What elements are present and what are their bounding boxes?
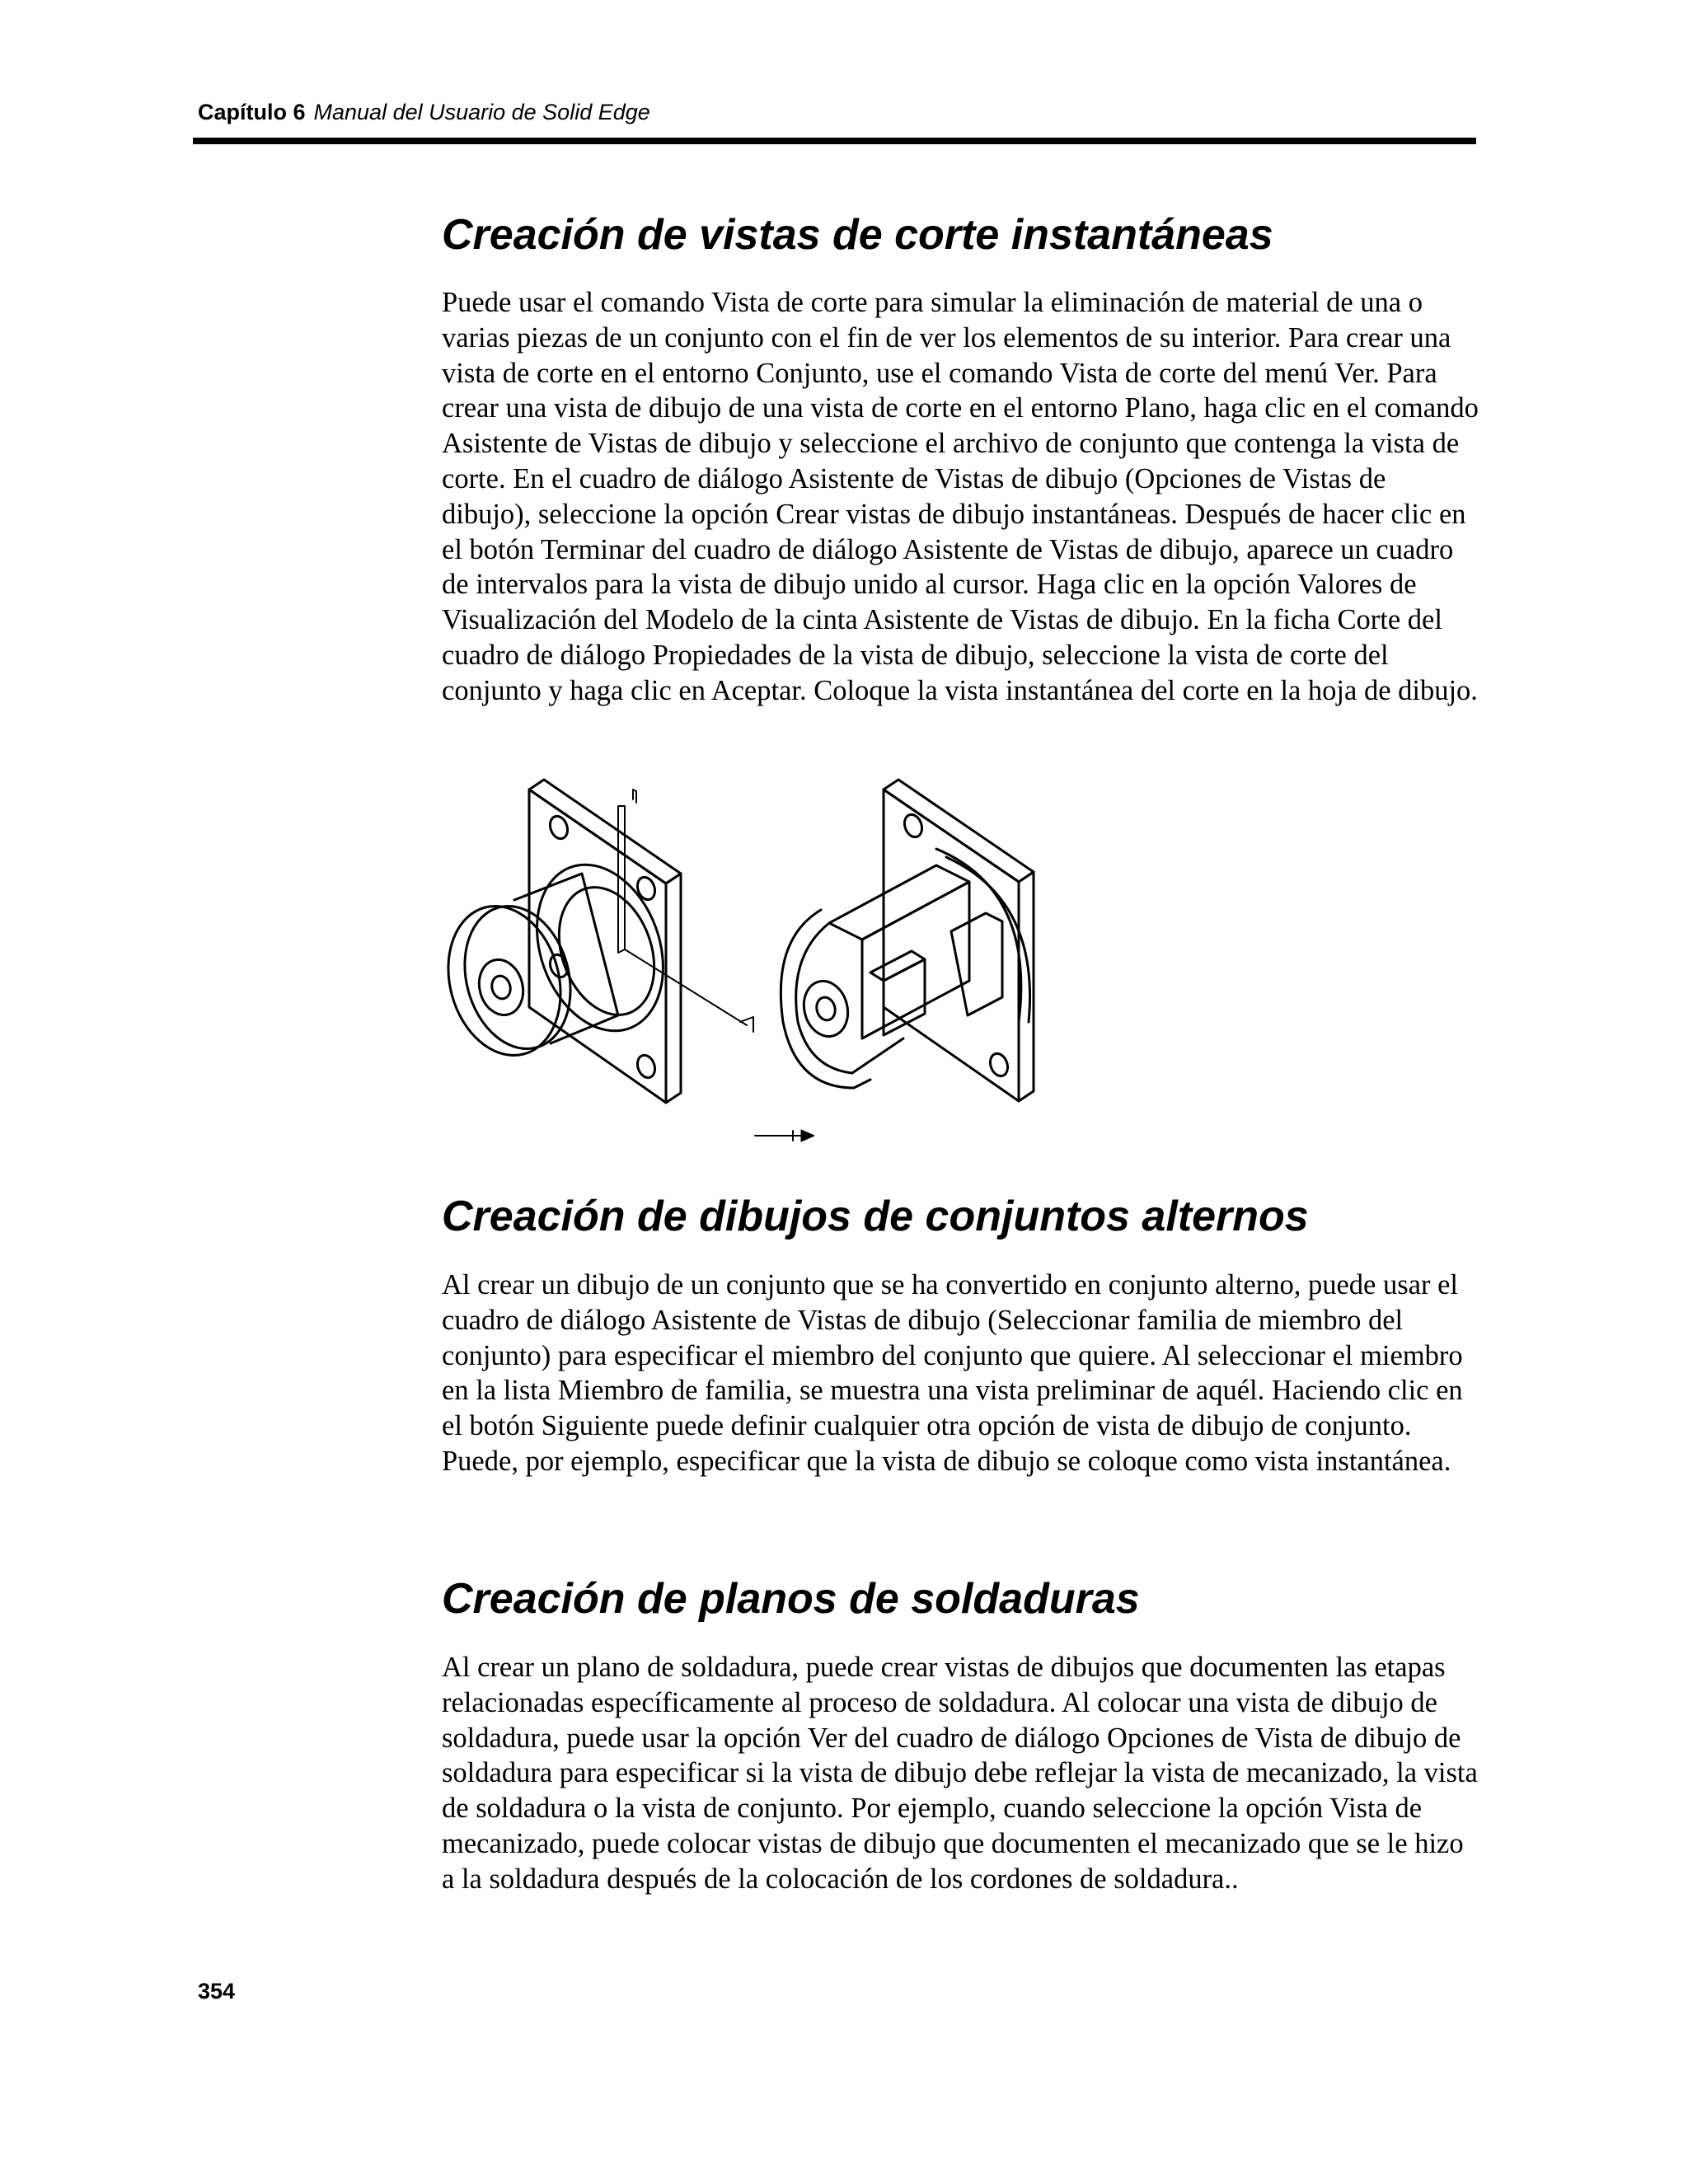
section-title-vistas-corte: Creación de vistas de corte instantáneas [442,211,1273,259]
section-body-vistas-corte: Puede usar el comando Vista de corte para simular la eliminación de material de una o varias piezas de un conjunto con el fin de ver los elementos de su interior. Para crear una vista de corte en el entorno Conjunto, use el comando Vista de corte del menú Ver. Para crear una vista de dibujo de una vista de corte en el entorno Plano, haga clic en el comando Asistente de Vistas de dibujo y seleccione el archivo de conjunto que contenga la vista de corte. En el cuadro de diálogo Asistente de Vistas de dibujo (Opciones de Vistas de dibujo), seleccione la opción Crear vistas de dibujo instantáneas. Después de hacer clic en el botón Terminar del cuadro de diálogo Asistente de Vistas de dibujo, aparece un cuadro de intervalos para la vista de dibujo unido al cursor. Haga clic en la opción Valores de Visualización del Modelo de la cinta Asistente de Vistas de dibujo. En la ficha Corte del cuadro de diálogo Propiedades de la vista de dibujo, seleccione la vista de corte del conjunto y haga clic en Aceptar. Coloque la vista instantánea del corte en la hoja de dibujo. [442,287,1479,706]
section-title-conjuntos-alternos: Creación de dibujos de conjuntos alternos [442,1193,1309,1240]
running-header [198,97,650,127]
header-rule [193,138,1476,144]
page-number: 354 [198,1979,236,2004]
assembly-with-cut-plane-drawing [442,780,753,1103]
section-body-conjuntos-alternos: Al crear un dibujo de un conjunto que se ha convertido en conjunto alterno, puede usar el cuadro de diálogo Asistente de Vistas de dibujo (Seleccionar familia de miembro del conjunto) para especificar el miembro del conjunto que quiere. Al seleccionar el miembro en la lista Miembro de familia, se muestra una vista preliminar de aquél. Haciendo clic en el botón Siguiente puede definir cualquier otra opción de vista de dibujo de conjunto. Puede, por ejemplo, especificar que la vista de dibujo se coloque como vista instantánea. [442,1269,1463,1477]
section-body-planos-soldaduras: Al crear un plano de soldadura, puede crear vistas de dibujos que documenten las etapas relacionadas específicamente al proceso de soldadura. Al colocar una vista de dibujo de soldadura, puede usar la opción Ver del cuadro de diálogo Opciones de Vista de dibujo de soldadura para especificar si la vista de dibujo debe reflejar la vista de mecanizado, la vista de soldadura o la vista de conjunto. Por ejemplo, cuando seleccione la opción Vista de mecanizado, puede colocar vistas de dibujo que documenten el mecanizado que se le hizo a la soldadura después de la colocación de los cordones de soldadura.. [442,1652,1478,1895]
section-title-planos-soldaduras: Creación de planos de soldaduras [442,1575,1140,1623]
book-title: Manual del Usuario de Solid Edge [313,100,650,124]
chapter-label: Capítulo 6 [198,100,306,124]
sectioned-assembly-drawing [781,780,1034,1101]
figure-cutaway-views [442,775,1101,1154]
view-direction-arrow-icon [755,1130,814,1141]
